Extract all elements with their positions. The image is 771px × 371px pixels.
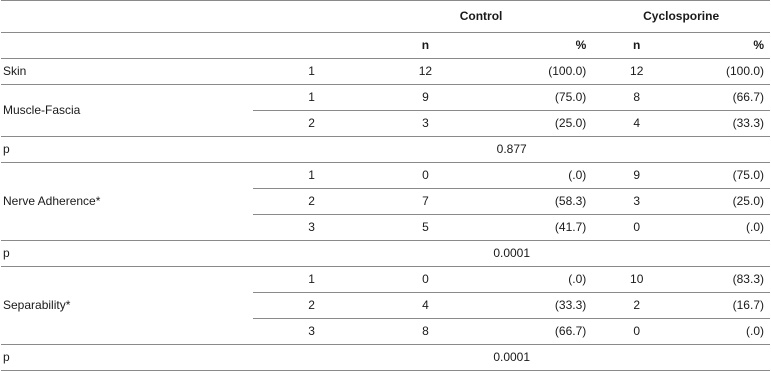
cyclosporine-n-cell: 0 <box>592 215 681 241</box>
grade-cell: 3 <box>253 215 369 241</box>
row-label-muscle-fascia: Muscle-Fascia <box>1 85 253 137</box>
grade-cell: 2 <box>253 293 369 319</box>
control-n-cell: 8 <box>370 319 481 345</box>
p-label: p <box>1 345 253 371</box>
control-pct-cell: (25.0) <box>481 111 592 137</box>
results-table <box>1 0 770 371</box>
cyclosporine-n-cell: 10 <box>592 267 681 293</box>
empty-header-cell <box>253 1 369 33</box>
cyclosporine-pct-cell: (75.0) <box>681 163 770 189</box>
cyclosporine-pct-cell: (100.0) <box>681 59 770 85</box>
grade-cell: 1 <box>253 59 369 85</box>
cyclosporine-n-cell: 0 <box>592 319 681 345</box>
cyclosporine-pct-cell: (25.0) <box>681 189 770 215</box>
control-pct-cell: (33.3) <box>481 293 592 319</box>
cyclosporine-n-cell: 9 <box>592 163 681 189</box>
control-n-cell: 3 <box>370 111 481 137</box>
cyclosporine-pct-cell: (33.3) <box>681 111 770 137</box>
control-n-cell: 12 <box>370 59 481 85</box>
empty-header-cell <box>1 33 253 59</box>
grade-cell: 1 <box>253 163 369 189</box>
p-value: 0.0001 <box>253 241 770 267</box>
control-pct-cell: (100.0) <box>481 59 592 85</box>
cyclosporine-pct-cell: (.0) <box>681 319 770 345</box>
row-label-separability: Separability* <box>1 267 253 345</box>
table-row <box>1 85 770 111</box>
p-value-row <box>1 241 770 267</box>
control-pct-cell: (66.7) <box>481 319 592 345</box>
control-n-header: n <box>370 33 481 59</box>
cyclosporine-pct-cell: (.0) <box>681 215 770 241</box>
control-pct-cell: (.0) <box>481 267 592 293</box>
cyclosporine-n-header: n <box>592 33 681 59</box>
table-row <box>1 59 770 85</box>
table-row <box>1 267 770 293</box>
control-header: Control <box>370 1 592 33</box>
control-n-cell: 5 <box>370 215 481 241</box>
cyclosporine-n-cell: 2 <box>592 293 681 319</box>
cyclosporine-header: Cyclosporine <box>592 1 770 33</box>
control-n-cell: 0 <box>370 163 481 189</box>
control-pct-cell: (58.3) <box>481 189 592 215</box>
cyclosporine-n-cell: 8 <box>592 85 681 111</box>
control-n-cell: 9 <box>370 85 481 111</box>
control-pct-cell: (41.7) <box>481 215 592 241</box>
empty-header-cell <box>1 1 253 33</box>
control-pct-cell: (.0) <box>481 163 592 189</box>
control-n-cell: 7 <box>370 189 481 215</box>
row-label-nerve-adherence: Nerve Adherence* <box>1 163 253 241</box>
cyclosporine-n-cell: 4 <box>592 111 681 137</box>
control-n-cell: 0 <box>370 267 481 293</box>
cyclosporine-pct-cell: (66.7) <box>681 85 770 111</box>
p-value: 0.0001 <box>253 345 770 371</box>
cyclosporine-pct-cell: (83.3) <box>681 267 770 293</box>
row-label-skin: Skin <box>1 59 253 85</box>
p-value-row <box>1 137 770 163</box>
table-row <box>1 163 770 189</box>
grade-cell: 1 <box>253 85 369 111</box>
cyclosporine-pct-cell: (16.7) <box>681 293 770 319</box>
group-header-row <box>1 1 770 33</box>
control-pct-cell: (75.0) <box>481 85 592 111</box>
p-value: 0.877 <box>253 137 770 163</box>
control-n-cell: 4 <box>370 293 481 319</box>
subheader-row <box>1 33 770 59</box>
cyclosporine-n-cell: 12 <box>592 59 681 85</box>
p-label: p <box>1 137 253 163</box>
grade-cell: 3 <box>253 319 369 345</box>
p-label: p <box>1 241 253 267</box>
cyclosporine-n-cell: 3 <box>592 189 681 215</box>
grade-cell: 2 <box>253 111 369 137</box>
empty-header-cell <box>253 33 369 59</box>
grade-cell: 2 <box>253 189 369 215</box>
grade-cell: 1 <box>253 267 369 293</box>
control-pct-header: % <box>481 33 592 59</box>
cyclosporine-pct-header: % <box>681 33 770 59</box>
